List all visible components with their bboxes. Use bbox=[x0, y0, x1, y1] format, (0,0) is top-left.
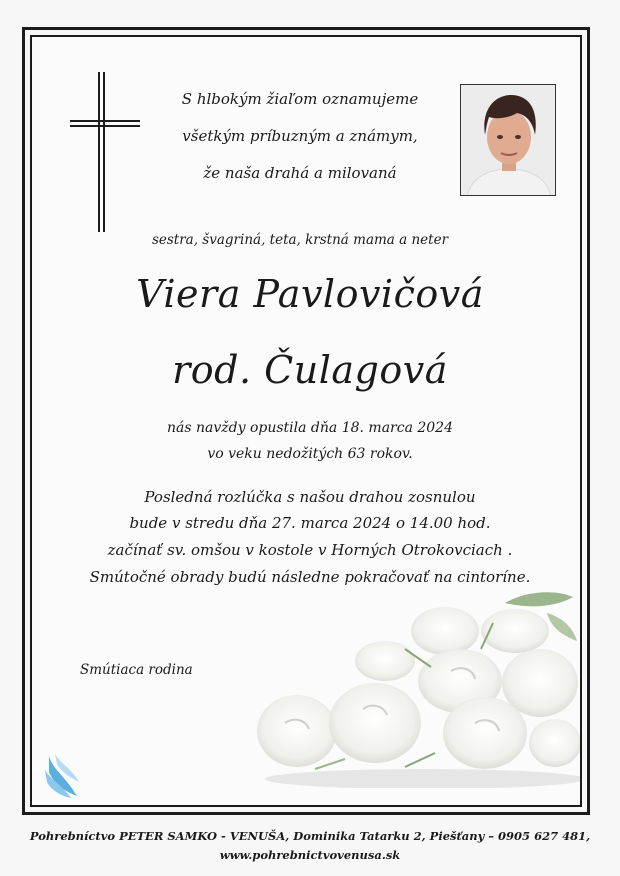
intro-line-2: všetkým príbuzným a známym, bbox=[182, 127, 418, 145]
death-date-line: nás navždy opustila dňa 18. marca 2024 bbox=[166, 420, 453, 436]
funeral-line-1: Posledná rozlúčka s našou drahou zosnulou bbox=[144, 488, 476, 506]
portrait-photo bbox=[460, 84, 556, 196]
family-signature: Smútiaca rodina bbox=[80, 662, 193, 678]
portrait-image bbox=[461, 85, 556, 196]
funeral-line-3: začínať sv. omšou v kostole v Horných Otrokovciach . bbox=[107, 541, 513, 559]
deceased-name: Viera Pavlovičová bbox=[136, 272, 484, 316]
footer-website-link[interactable]: www.pohrebnictvovenusa.sk bbox=[219, 848, 401, 862]
funeral-line-4: Smútočné obrady budú následne pokračovať na cintoríne. bbox=[89, 568, 531, 586]
intro-line-3: že naša drahá a milovaná bbox=[203, 164, 397, 182]
white-roses-image bbox=[255, 583, 580, 788]
intro-line-1: S hlbokým žiaľom oznamujeme bbox=[181, 90, 419, 108]
cross-icon bbox=[68, 72, 142, 234]
age-line: vo veku nedožitých 63 rokov. bbox=[207, 446, 413, 462]
funeral-home-logo-icon bbox=[43, 752, 83, 802]
maiden-name: rod. Čulagová bbox=[172, 348, 448, 392]
relation-line: sestra, švagriná, teta, krstná mama a neter bbox=[151, 232, 449, 248]
footer-address: Pohrebníctvo PETER SAMKO - VENUŠA, Dominika Tatarku 2, Piešťany – 0905 627 481, bbox=[29, 829, 591, 843]
funeral-line-2: bude v stredu dňa 27. marca 2024 o 14.00 hod. bbox=[129, 514, 491, 532]
